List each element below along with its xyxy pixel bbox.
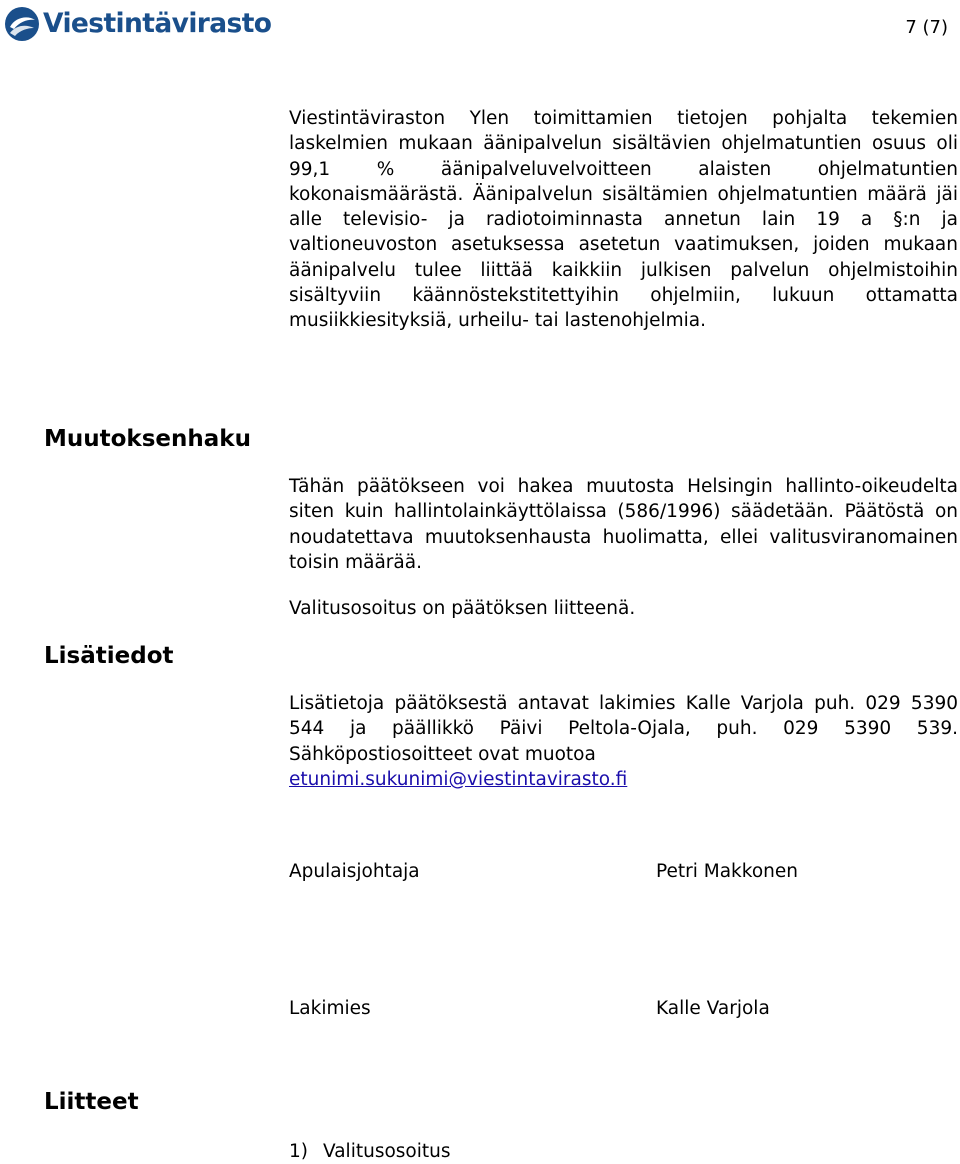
attachments-heading: Liitteet bbox=[44, 1089, 139, 1115]
viestintavirasto-logo bbox=[4, 4, 271, 44]
signature-name-1: Petri Makkonen bbox=[656, 861, 798, 882]
logo-wordmark: Viestintävirasto bbox=[43, 8, 272, 39]
more-info-block bbox=[289, 691, 958, 792]
more-info-paragraph: Lisätietoja päätöksestä antavat lakimies Kalle Varjola puh. 029 5390 544 ja päällikkö Päivi Peltola-Ojala, puh. 029 5390 539. Sähköpostiosoitteet ovat muotoa bbox=[289, 693, 958, 765]
signature-name-2: Kalle Varjola bbox=[656, 998, 770, 1019]
attachment-number: 1) bbox=[289, 1141, 308, 1162]
signature-title-1: Apulaisjohtaja bbox=[289, 861, 420, 882]
page-number: 7 (7) bbox=[905, 17, 948, 38]
attachment-label: Valitusosoitus bbox=[323, 1141, 451, 1162]
more-info-heading: Lisätiedot bbox=[44, 643, 174, 669]
intro-paragraph: Viestintäviraston Ylen toimittamien tietojen pohjalta tekemien laskelmien mukaan äänipalvelun sisältävien ohjelmatuntien osuus oli 99,1 % äänipalveluvelvoitteen alaisten ohjelmatuntien kokonaismäärästä. Äänipalvelun sisältämien ohjelmatuntien määrä jäi alle televisio- ja radiotoiminnasta annetun lain 19 a §:n ja valtioneuvoston asetuksessa asetetun vaatimuksen, joiden mukaan äänipalvelu tulee liittää kaikkiin julkisen palvelun ohjelmistoihin sisältyviin käännöstekstitettyihin ohjelmiin, lukuun ottamatta musiikkiesityksiä, urheilu- tai lastenohjelmia. bbox=[289, 108, 958, 332]
appeal-heading: Muutoksenhaku bbox=[44, 426, 251, 452]
appeal-paragraph: Tähän päätökseen voi hakea muutosta Helsingin hallinto-oikeudelta siten kuin hallintolainkäyttölaissa (586/1996) säädetään. Päätöstä on noudatettava muutoksenhausta huolimatta, ellei valitusviranomainen toisin määrää. bbox=[289, 476, 958, 573]
attachment-item bbox=[289, 1139, 451, 1164]
appeal-instructions: Valitusosoitus on päätöksen liitteenä. bbox=[289, 598, 636, 619]
email-link[interactable]: etunimi.sukunimi@viestintavirasto.fi bbox=[289, 768, 628, 790]
signature-title-2: Lakimies bbox=[289, 998, 371, 1019]
agency-emblem-icon bbox=[4, 6, 40, 42]
